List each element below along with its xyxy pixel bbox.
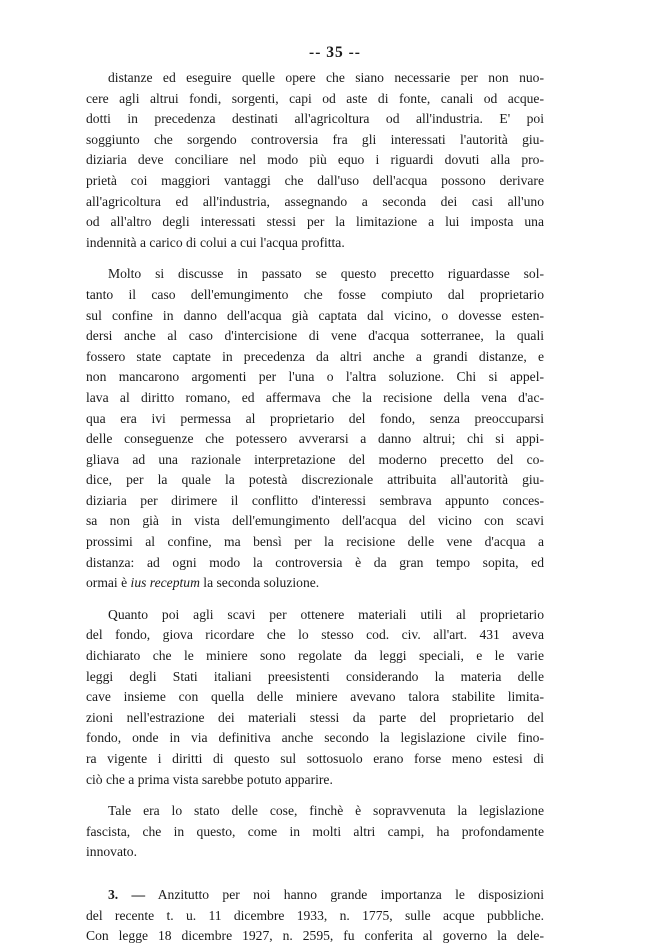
text-line: distanze ed eseguire quelle opere che siano necessarie per non nuo- (108, 70, 544, 85)
text-line (86, 573, 544, 594)
text-line: del recente t. u. 11 dicembre 1933, n. 1775, sulle acque pubbliche. (86, 907, 544, 923)
page-number: -- 35 -- (309, 44, 361, 61)
paragraph-section-3 (86, 885, 544, 947)
text-line: indennità a carico di colui a cui l'acqua profitta. (86, 234, 345, 250)
paragraph-excavations (86, 605, 544, 790)
text-line: od all'altro degli interessati stessi per la limitazione a lui imposta una (86, 214, 544, 230)
text-line: del fondo, giova ricordare che lo stesso cod. civ. all'art. 431 aveva (86, 627, 544, 643)
text-line: fossero state captate in precedenza da altri anche a grandi distanze, e (86, 348, 544, 364)
text-line: dichiarato che le miniere sono regolate da leggi speciali, e le varie (86, 648, 544, 664)
text-line: cere agli altrui fondi, sorgenti, capi od aste di fonte, canali od acque- (86, 90, 544, 106)
text-line: qua era ivi permessa al proprietario del fondo, senza preoccuparsi (86, 410, 544, 426)
text-line: dersi anche al caso d'intercisione di vene d'acqua sotterranee, la quali (86, 328, 544, 344)
text-line: dotti in precedenza destinati all'agricoltura od all'industria. E' poi (86, 111, 544, 127)
text-line (86, 885, 544, 906)
text-line: Molto si discusse in passato se questo precetto riguardasse sol- (108, 266, 544, 282)
text-line: ciò che a prima vista sarebbe potuto apparire. (86, 771, 333, 787)
latin-term: ius receptum (130, 575, 200, 591)
text-line: non mancarono argomenti per l'una o l'altra soluzione. Chi si appel- (86, 369, 544, 385)
text-line: soggiunto che sorgendo controversia fra gli interessati l'autorità giu- (86, 131, 544, 147)
text-line: lava al diritto romano, ed affermava che la recisione della vena d'ac- (86, 389, 544, 405)
paragraph-precept-controversy (86, 264, 544, 594)
text-line: dice, per la quale la potestà discrezionale attribuita all'autorità giu- (86, 472, 544, 488)
text-line: Quanto poi agli scavi per ottenere materiali utili al proprietario (108, 606, 544, 622)
text-line: diziaria deve conciliare nel modo più equo i riguardi dovuti alla pro- (86, 152, 544, 168)
text-line: innovato. (86, 844, 137, 860)
section-first-line: Anzitutto per noi hanno grande importanza le disposizioni (145, 886, 544, 902)
text-line: prossimi al confine, ma bensì per la recisione delle vene d'acqua a (86, 534, 544, 550)
paragraph-fascist-legislation (86, 801, 544, 863)
paragraph-water-works (86, 68, 544, 253)
text-line: Tale era lo stato delle cose, finchè è sopravvenuta la legislazione (108, 803, 544, 819)
text-line: tanto il caso dell'emungimento che fosse compiuto dal proprietario (86, 286, 544, 302)
text-line: gliava ad una razionale interpretazione del moderno precetto del co- (86, 451, 544, 467)
text-line: ra vigente i diritti di questo sul sottosuolo erano forse meno estesi di (86, 751, 544, 766)
text-line: all'agricoltura ed all'industria, assegnando a seconda dei casi all'uno (86, 193, 544, 209)
text-fragment: ormai è (86, 575, 131, 591)
section-number: 3. — (108, 886, 146, 902)
text-line: cave insieme con quella delle miniere avevano talora stabilite limita- (86, 689, 544, 705)
text-line: fondo, onde in via definitiva anche secondo la legislazione civile fino- (86, 730, 544, 746)
text-line: prietà coi maggiori vantaggi che dall'uso dell'acqua possono derivare (86, 172, 544, 188)
text-line: sa non già in vista dell'emungimento dell'acqua del vicino con scavi (86, 513, 544, 529)
text-line: fascista, che in questo, come in molti altri campi, ha profondamente (86, 823, 544, 839)
text-line: zioni nell'estrazione dei materiali stessi da parte del proprietario del (86, 709, 544, 725)
text-line: sul confine in danno dell'acqua già captata dal vicino, o dovesse esten- (86, 307, 544, 323)
text-line: diziaria per dirimere il conflitto d'interessi sembrava appunto conces- (86, 492, 544, 508)
text-line: leggi degli Stati italiani preesistenti considerando la materia delle (86, 668, 544, 684)
text-line: delle conseguenze che potessero avverarsi a danno altrui; chi si appi- (86, 431, 544, 447)
text-line: distanza: ad ogni modo la controversia è da gran tempo sopita, ed (86, 554, 544, 570)
text-fragment: la seconda soluzione. (199, 575, 320, 591)
text-line: Con legge 18 dicembre 1927, n. 2595, fu conferita al governo la dele- (86, 928, 544, 944)
